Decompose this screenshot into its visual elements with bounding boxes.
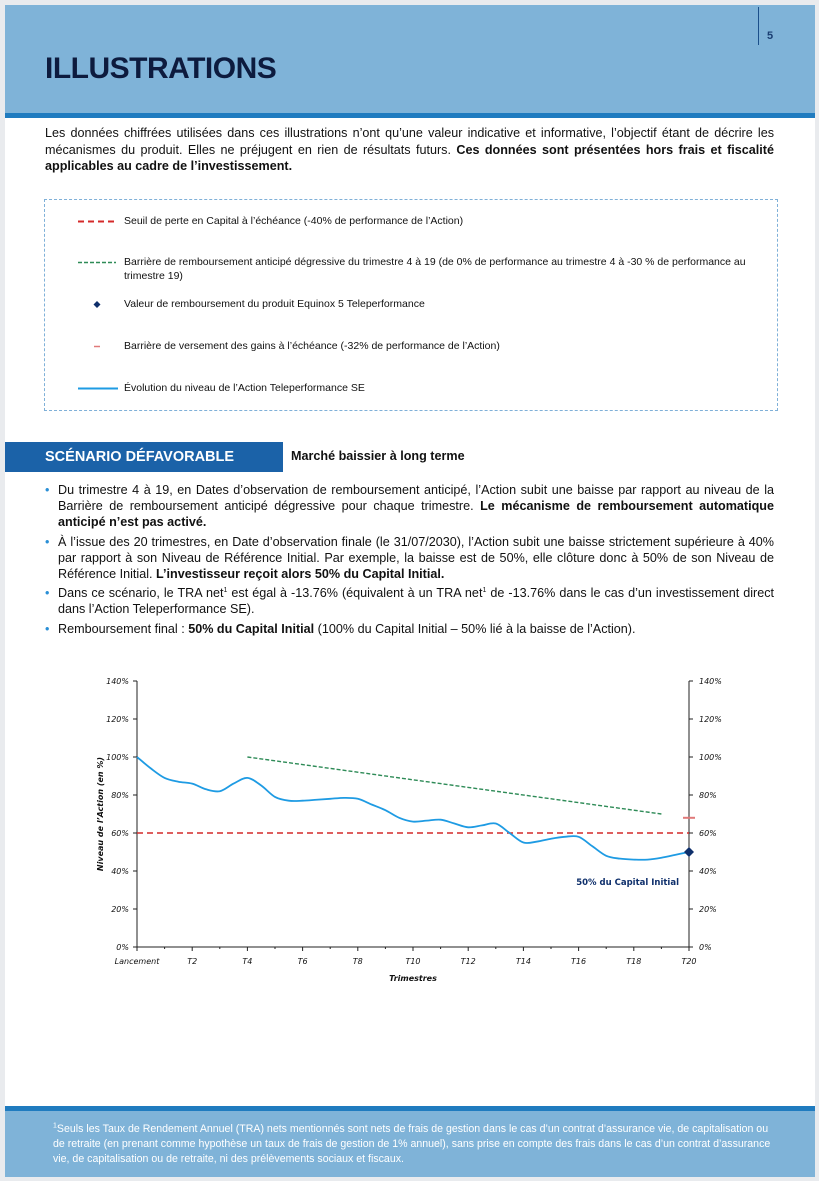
y-tick-label-left: 60% (111, 829, 129, 838)
intro-text: Les données chiffrées utilisées dans ces illustrations n’ont qu’une valeur indicative et informative, l’objectif étant de décrire les mécanismes du produit. Elles ne préjugent en rien de résultats futurs. (45, 126, 774, 157)
scenario-subtitle: Marché baissier à long terme (291, 449, 465, 463)
y-tick-label-left: 100% (106, 753, 129, 762)
legend-item-early-redemption-barrier (45, 256, 759, 283)
intro-paragraph (45, 125, 774, 175)
y-tick-label-right: 40% (699, 867, 717, 876)
page-title: ILLUSTRATIONS (45, 52, 277, 85)
page-number: 5 (767, 30, 774, 42)
x-tick-label: Lancement (114, 957, 160, 966)
bullet-text: À l’issue des 20 trimestres, en Date d’observation finale (le 31/07/2030), l’Action subit une baisse strictement supérieure à 40% par rapport à son Niveau de Référence Initial. Par exemple, la baisse est de 50%, elle clôture donc à 50% de son Niveau de Référence Initial. (58, 534, 774, 582)
bullet-text: Du trimestre 4 à 19, en Dates d’observation de remboursement anticipé, l’Action subit une baisse par rapport au niveau de la Barrière de remboursement anticipé dégressive pour chaque trimestre. (58, 483, 774, 514)
bullet-text: est égal à -13.76% (équivalent à un TRA net (227, 586, 483, 601)
legend-label-early-redemption-barrier: Barrière de remboursement anticipé dégressive du trimestre 4 à 19 (de 0% de performance au trimestre 4 à -30 % de performance au trimestre 19) (124, 256, 746, 282)
list-item (45, 621, 774, 637)
list-item (45, 482, 774, 531)
bullet-icon: • (45, 621, 50, 636)
y-tick-label-right: 60% (699, 829, 717, 838)
legend-item-redemption-value (45, 298, 759, 312)
legend-label-loss-threshold: Seuil de perte en Capital à l’échéance (-40% de performance de l’Action) (124, 215, 464, 227)
scenario-tab-label: SCÉNARIO DÉFAVORABLE (45, 449, 235, 465)
x-tick-label: T2 (187, 957, 198, 966)
x-tick-label: T10 (405, 957, 421, 966)
y-tick-label-left: 80% (111, 791, 129, 800)
y-tick-label-right: 20% (699, 905, 717, 914)
legend-label-stock-level: Évolution du niveau de l’Action Teleperformance SE (124, 382, 365, 394)
green-dashed-line-icon (78, 256, 118, 269)
header-band (5, 5, 815, 113)
bullet-text: Dans ce scénario, le TRA net (58, 586, 224, 601)
y-tick-label-left: 120% (106, 715, 129, 724)
list-item (45, 585, 774, 617)
y-tick-label-right: 0% (699, 943, 712, 952)
bullet-text: (100% du Capital Initial – 50% lié à la baisse de l’Action). (314, 621, 636, 636)
footer-band (5, 1111, 815, 1177)
bullet-bold: L’investisseur reçoit alors 50% du Capital Initial. (156, 567, 445, 582)
pink-dash-icon (78, 340, 118, 353)
scenario-bullets (45, 482, 774, 640)
list-item (45, 534, 774, 583)
blue-line-icon (78, 382, 118, 395)
footnote-marker: 1 (53, 1122, 57, 1130)
page-number-divider (758, 7, 759, 45)
bullet-text: Remboursement final : (58, 621, 189, 636)
bullet-bold: Le mécanisme de remboursement automatique anticipé n’est pas activé. (58, 499, 775, 530)
x-tick-label: T16 (571, 957, 587, 966)
x-tick-label: T12 (460, 957, 476, 966)
y-tick-label-left: 140% (106, 677, 129, 686)
bullet-icon: • (45, 534, 50, 549)
footnote (53, 1122, 778, 1167)
y-tick-label-right: 80% (699, 791, 717, 800)
footnote-ref: 1 (223, 587, 228, 595)
redemption-value-marker (684, 847, 694, 857)
x-tick-label: T20 (681, 957, 697, 966)
diamond-marker-icon (78, 298, 118, 311)
legend-label-gain-barrier: Barrière de versement des gains à l’échéance (-32% de performance de l’Action) (124, 340, 500, 352)
legend-label-redemption-value: Valeur de remboursement du produit Equinox 5 Teleperformance (124, 298, 425, 310)
red-dashed-line-icon (78, 215, 118, 228)
y-tick-label-left: 20% (111, 905, 129, 914)
capital-annotation: 50% du Capital Initial (576, 878, 679, 888)
x-tick-label: T14 (515, 957, 531, 966)
bullet-text: de -13.76% dans le cas d’un investissement direct dans l’Action Teleperformance SE). (58, 586, 775, 617)
bullet-bold: 50% du Capital Initial (188, 621, 315, 636)
legend-item-loss-threshold (45, 215, 759, 229)
y-tick-label-right: 100% (699, 753, 722, 762)
x-tick-label: T6 (297, 957, 308, 966)
legend-item-gain-barrier (45, 340, 759, 354)
legend-item-stock-level (45, 382, 759, 396)
x-tick-label: T8 (352, 957, 363, 966)
header-rule (5, 113, 815, 118)
x-tick-label: T18 (626, 957, 642, 966)
stock-level-line (137, 757, 689, 860)
x-axis-label: Trimestres (389, 974, 437, 983)
scenario-chart (75, 665, 735, 995)
y-tick-label-right: 120% (699, 715, 722, 724)
legend-box (44, 199, 778, 411)
footnote-ref: 1 (482, 587, 487, 595)
scenario-tab (5, 442, 283, 472)
intro-bold: Ces données sont présentées hors frais et fiscalité applicables au cadre de l’investissement. (45, 142, 774, 173)
early-redemption-barrier-line (247, 757, 661, 814)
y-tick-label-left: 0% (116, 943, 129, 952)
y-tick-label-left: 40% (111, 867, 129, 876)
y-axis-label: Niveau de l’Action (en %) (96, 756, 105, 872)
y-tick-label-right: 140% (699, 677, 722, 686)
bullet-icon: • (45, 483, 50, 497)
bullet-icon: • (45, 586, 50, 601)
page (5, 5, 815, 1177)
x-tick-label: T4 (242, 957, 253, 966)
footnote-text: Seuls les Taux de Rendement Annuel (TRA) nets mentionnés sont nets de frais de gestion dans le cas d’un contrat d’assurance vie, de capitalisation ou de retraite (en prenant comme hypothèse un taux de frais de gestion de 1% annuel), sans prise en compte des frais dans le cas d’un contrat d’assurance vie, de capitalisation ou de retraite, ni des prélèvements sociaux et fiscaux. (53, 1123, 771, 1165)
